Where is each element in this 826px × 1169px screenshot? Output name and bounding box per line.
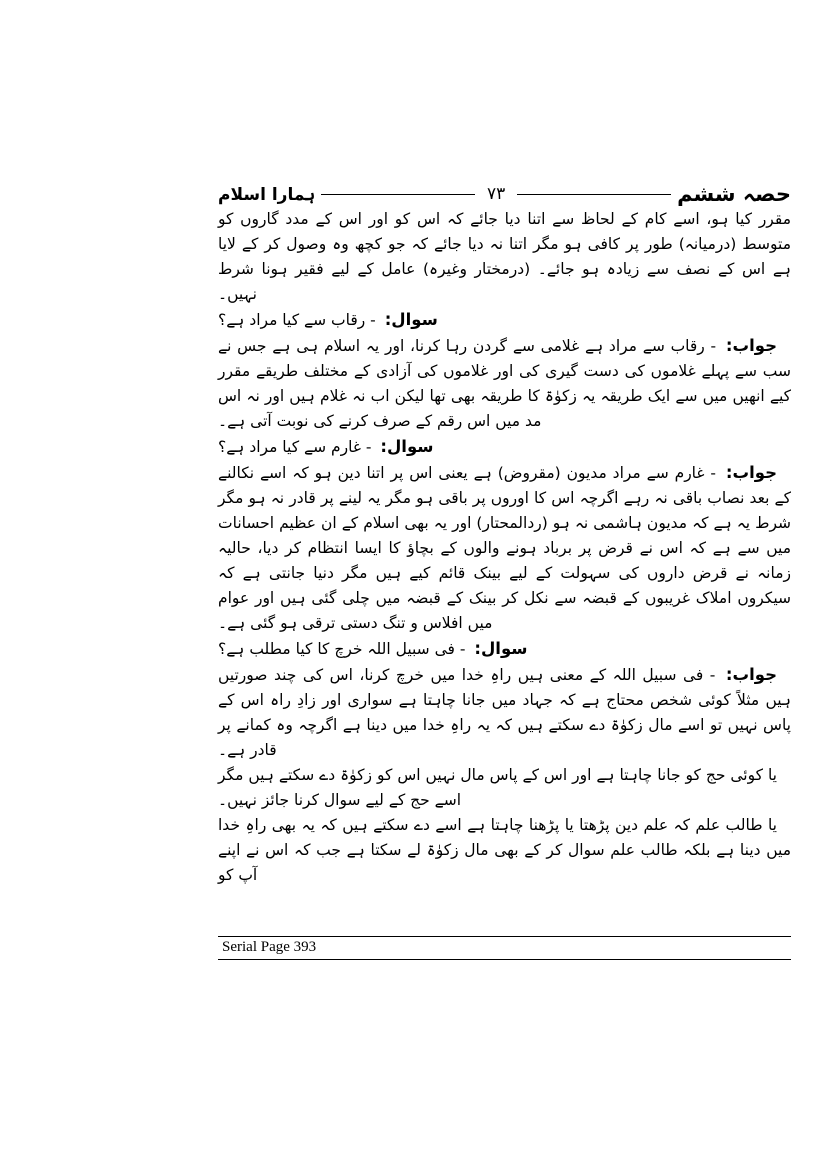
book-title: ہمارا اسلام — [218, 184, 316, 205]
answer-paragraph — [218, 460, 791, 636]
question-text: - غارم سے کیا مراد ہے؟ — [218, 438, 372, 456]
page-header — [218, 182, 791, 206]
header-rule-right — [517, 194, 671, 195]
answer-label: جواب: — [725, 463, 777, 482]
body-paragraph: یا طالب علم کہ علم دین پڑھتا یا پڑھنا چاہتا ہے اسے دے سکتے ہیں کہ یہ بھی راہِ خدا میں دینا ہے بلکہ طالب علم سوال کر کے بھی مال زکوٰۃ لے سکتا ہے جب کہ اس نے اپنے آپ کو — [218, 816, 791, 884]
section-title: حصہ ششم — [677, 182, 792, 206]
question-label: سوال: — [380, 437, 434, 456]
answer-paragraph — [218, 662, 791, 763]
serial-page-label: Serial Page 393 — [222, 939, 317, 955]
body-paragraph: یا کوئی حج کو جانا چاہتا ہے اور اس کے پاس مال نہیں اس کو زکوٰۃ دے سکتے ہیں مگر اسے حج کے لیے سوال کرنا جائز نہیں۔ — [218, 766, 777, 809]
body-text — [218, 207, 791, 888]
question-line — [218, 434, 791, 460]
header-rule-left — [321, 194, 475, 195]
page-number: ۷۳ — [487, 184, 506, 204]
question-line — [218, 636, 791, 662]
answer-label: جواب: — [725, 336, 777, 355]
answer-text: - فی سبیل اللہ کے معنی ہیں راہِ خدا میں خرچ کرنا، اس کی چند صورتیں ہیں مثلاً کوئی شخص محتاج ہے کہ جہاد میں جانا چاہتا ہے سواری اور زادِ راہ اس کے پاس نہیں تو اسے مال زکوٰۃ دے سکتے ہیں کہ یہ راہِ خدا میں دینا ہے اگرچہ وہ کمانے پر قادر ہے۔ — [218, 666, 791, 759]
question-line — [218, 307, 791, 333]
answer-paragraph — [218, 333, 791, 434]
question-label: سوال: — [474, 639, 528, 658]
answer-label: جواب: — [725, 665, 777, 684]
answer-text: - رقاب سے مراد ہے غلامی سے گردن رہا کرنا، اور یہ اسلام ہی ہے جس نے سب سے پہلے غلاموں کی دست گیری کی اور غلاموں کی آزادی کے مختلف طریقے مقرر کیے انھیں میں سے ایک طریقہ یہ زکوٰۃ کا طریقہ بھی تھا لیکن اب نہ غلام ہیں اور نہ اس مد میں اس رقم کے صرف کرنے کی نوبت آتی ہے۔ — [218, 337, 791, 430]
question-text: - فی سبیل اللہ خرچ کا کیا مطلب ہے؟ — [218, 640, 466, 658]
answer-text: - غارم سے مراد مدیون (مقروض) ہے یعنی اس پر اتنا دین ہو کہ اسے نکالنے کے بعد نصاب باقی نہ رہے اگرچہ اس کا اوروں پر باقی ہو مگر یہ لینے پر قادر نہ ہو مگر شرط یہ ہے کہ مدیون ہاشمی نہ ہو (ردالمحتار) اور یہ بھی اسلام کے ان عظیم احسانات میں سے ہے کہ اس نے قرض پر برباد ہونے والوں کے بچاؤ کا ایسا انتظام کر دیا، حالیہ زمانہ نے قرض داروں کی سہولت کے لیے بینک قائم کیے ہیں مگر دنیا جانتی ہے کہ سیکروں املاک غریبوں کے قبضہ سے نکل کر بینک کے قبضہ میں چلی گئی ہیں اور عوام میں افلاس و تنگ دستی ترقی ہو گئی ہے۔ — [218, 464, 791, 632]
paragraph-continuation: مقرر کیا ہو، اسے کام کے لحاظ سے اتنا دیا جائے کہ اس کو اور اس کے مدد گاروں کو متوسط (درمیانہ) طور پر کافی ہو مگر اتنا نہ دیا جائے کہ جو کچھ وہ وصول کر کے لایا ہے اس کے نصف سے زیادہ ہو جائے۔ (درمختار وغیرہ) عامل کے لیے فقیر ہونا شرط نہیں۔ — [218, 210, 791, 303]
question-label: سوال: — [384, 310, 438, 329]
question-text: - رقاب سے کیا مراد ہے؟ — [218, 311, 376, 329]
page-footer — [218, 936, 791, 960]
